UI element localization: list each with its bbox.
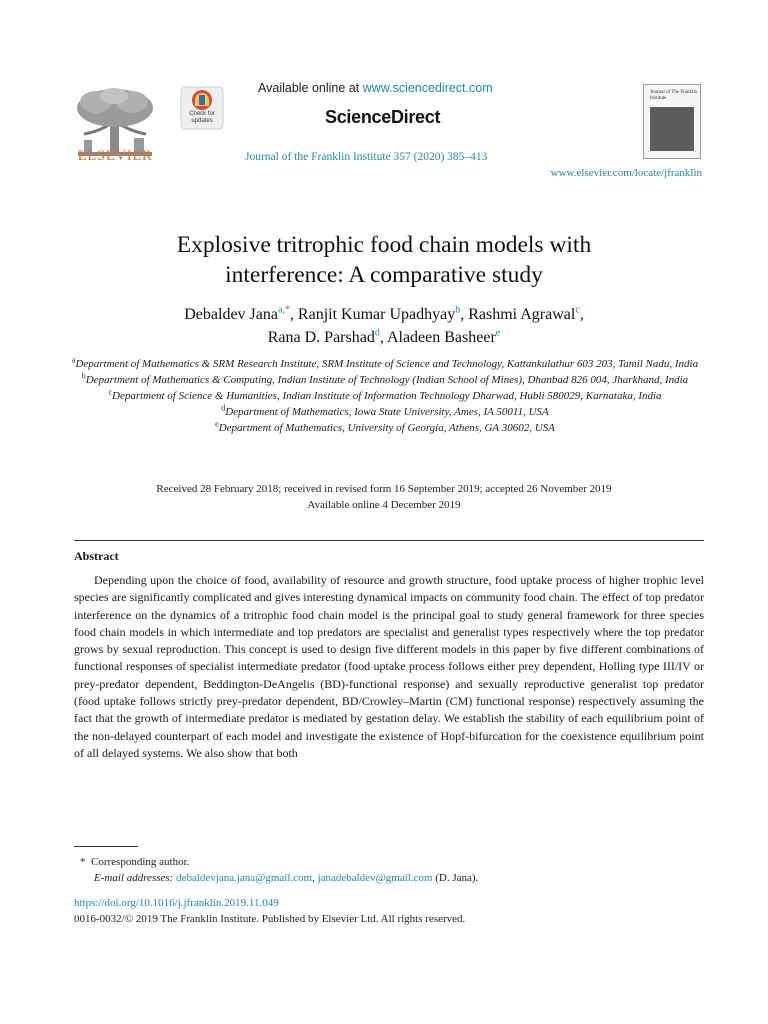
doi-link[interactable]: https://doi.org/10.1016/j.jfranklin.2019.11.049 bbox=[74, 897, 279, 909]
author-name: Aladeen Basheer bbox=[386, 329, 496, 346]
email-link-2[interactable]: janadebaldev@gmail.com bbox=[317, 872, 433, 884]
footnote-divider bbox=[74, 846, 138, 847]
corresponding-author-text: Corresponding author. bbox=[91, 856, 190, 868]
email-link-1[interactable]: debaldevjana.jana@gmail.com bbox=[176, 872, 313, 884]
affiliation-marker: a bbox=[71, 355, 76, 365]
journal-cover-thumbnail bbox=[643, 84, 701, 159]
author-separator: , bbox=[379, 329, 387, 346]
affiliation-marker: c bbox=[108, 387, 112, 397]
affiliation bbox=[70, 420, 700, 436]
sciencedirect-wordmark: ScienceDirect bbox=[325, 107, 441, 127]
author-affil-marker[interactable]: a,* bbox=[277, 304, 290, 316]
cover-image bbox=[650, 107, 694, 151]
check-for-updates-label: Check for updates bbox=[189, 111, 215, 124]
author-list bbox=[0, 303, 768, 349]
author-affil-marker[interactable]: b bbox=[455, 304, 461, 316]
sciencedirect-link[interactable]: www.sciencedirect.com bbox=[362, 81, 493, 95]
email-suffix: (D. Jana). bbox=[432, 872, 479, 884]
abstract-heading: Abstract bbox=[74, 549, 119, 563]
section-divider bbox=[74, 540, 704, 541]
affiliation bbox=[70, 372, 700, 388]
author-line-1 bbox=[0, 303, 768, 326]
affiliation bbox=[70, 388, 700, 404]
affiliation-text: Department of Mathematics & Computing, Indian Institute of Technology (Indian School of Mines), Dhanbad 826 004, Jharkhand, India bbox=[85, 374, 689, 386]
available-online-date: Available online 4 December 2019 bbox=[307, 499, 461, 511]
email-addresses bbox=[94, 872, 478, 884]
cover-title: Journal of The Franklin Institute bbox=[650, 90, 698, 101]
title-line-2: interference: A comparative study bbox=[225, 262, 543, 288]
author-affil-marker[interactable]: d bbox=[374, 327, 380, 339]
author-separator: , bbox=[289, 306, 298, 323]
affiliation bbox=[70, 356, 700, 372]
author-name: Ranjit Kumar Upadhyay bbox=[297, 306, 456, 323]
article-dates bbox=[0, 481, 768, 513]
affiliation-marker: d bbox=[221, 403, 226, 413]
author-affil-marker[interactable]: e bbox=[495, 327, 501, 339]
author-affil-marker[interactable]: c bbox=[575, 304, 580, 316]
title-line-1: Explosive tritrophic food chain models with bbox=[176, 232, 592, 258]
author-name: Rashmi Agrawal bbox=[468, 306, 576, 323]
footnote-marker: * bbox=[80, 856, 86, 868]
abstract-body: Depending upon the choice of food, availability of resource and growth structure, food uptake process of higher trophic level species are significantly complicated and gives interesting dynamical impacts on community food chain. The effect of top predator interference on the dynamics of a tritrophic food chain model is the principal goal to study general framework for three species food chain models in which intermediate and top predators are specialist and generalist types respectively where the top predator grows by sexual reproduction. This concept is used to design five different models in this paper by five different combinations of functional responses of specialist intermediate predator (food uptake process follows either prey dependent, Holling type III/IV or prey-predator dependent, Beddington-DeAngelis (BD)-functional response) and sexually reproductive generalist top predator (food uptake follows strictly prey-predator dependent, BD/Crowley–Martin (CM) functional response) respectively assuming the fact that the growth of intermediate predator is mediated by gestation delay. We establish the stability of each equilibrium point of the non-delayed counterpart of each model and investigate the existence of Hopf-bifurcation for the coexistence equilibrium point of all delayed systems. We also show that both bbox=[74, 573, 704, 760]
affiliation-text: Department of Mathematics, University of Georgia, Athens, GA 30602, USA bbox=[218, 422, 555, 434]
author-name: Rana D. Parshad bbox=[267, 329, 375, 346]
author-line-2 bbox=[0, 326, 768, 349]
email-separator: , bbox=[312, 872, 318, 884]
journal-url-link[interactable]: www.elsevier.com/locate/jfranklin bbox=[550, 167, 702, 179]
affiliation-marker: b bbox=[81, 371, 86, 381]
article-title bbox=[0, 230, 768, 290]
available-online-prefix: Available online at bbox=[258, 81, 363, 95]
affiliation-marker: e bbox=[215, 419, 219, 429]
available-online-line bbox=[258, 81, 493, 95]
author-separator: , bbox=[579, 306, 584, 323]
copyright-line: 0016-0032/© 2019 The Franklin Institute. Published by Elsevier Ltd. All rights reserved. bbox=[74, 913, 466, 925]
affiliations bbox=[70, 356, 700, 436]
elsevier-wordmark: ELSEVIER bbox=[77, 148, 153, 164]
affiliation-text: Department of Mathematics & SRM Research Institute, SRM Institute of Science and Technology, Kattankulathur 603 203, Tamil Nadu, India bbox=[75, 358, 699, 370]
received-dates: Received 28 February 2018; received in revised form 16 September 2019; accepted 26 November 2019 bbox=[156, 483, 612, 495]
email-label: E-mail addresses: bbox=[94, 872, 174, 884]
author-name: Debaldev Jana bbox=[184, 306, 278, 323]
journal-citation[interactable]: Journal of the Franklin Institute 357 (2020) 385–413 bbox=[245, 151, 488, 163]
author-separator: , bbox=[460, 306, 469, 323]
affiliation-text: Department of Science & Humanities, Indian Institute of Information Technology Dharwad, Hubli 580029, Karnataka, India bbox=[112, 390, 662, 402]
affiliation-text: Department of Mathematics, Iowa State University, Ames, IA 50011, USA bbox=[225, 406, 549, 418]
affiliation bbox=[70, 404, 700, 420]
corresponding-author-note bbox=[80, 856, 189, 868]
